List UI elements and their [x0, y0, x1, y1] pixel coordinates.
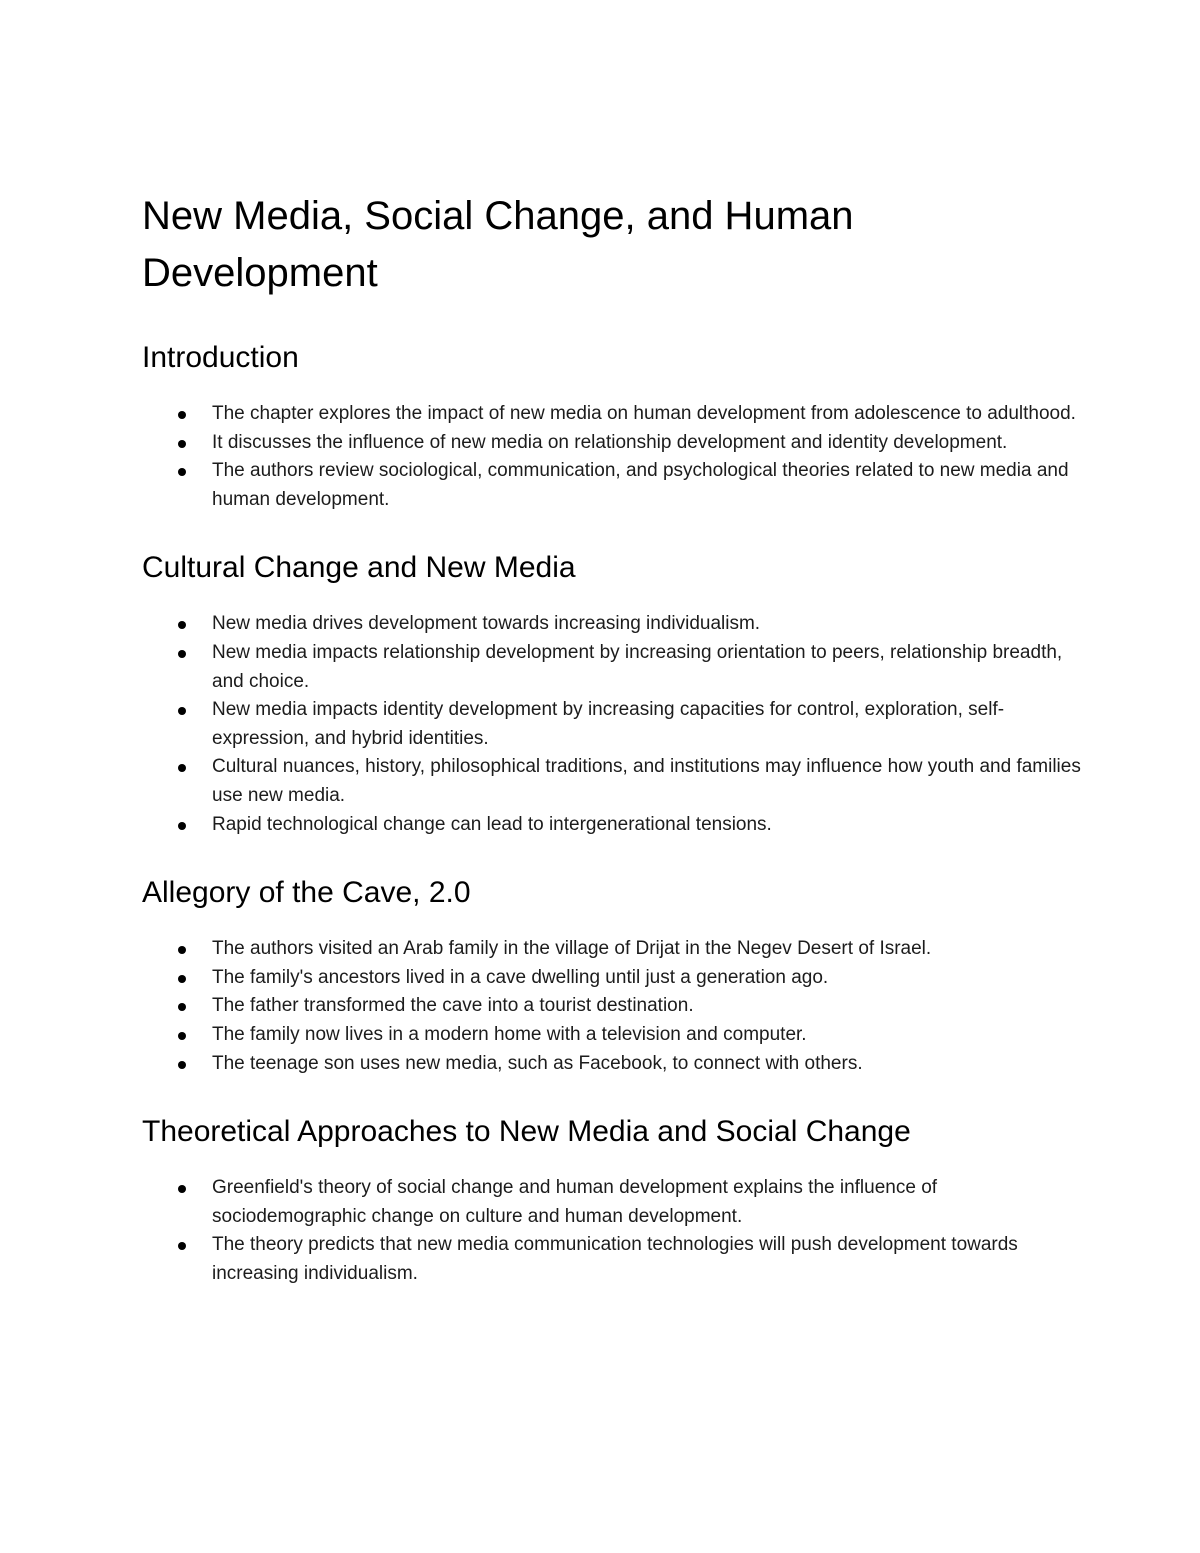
list-item — [142, 753, 1082, 810]
list-item-text: The theory predicts that new media communication technologies will push development towards increasing individualism. — [212, 1234, 1018, 1284]
bullet-icon — [178, 468, 186, 476]
list-item-text: The family now lives in a modern home with a television and computer. — [212, 1023, 807, 1045]
list-item — [142, 1021, 1082, 1050]
section-allegory-of-the-cave — [142, 873, 1082, 1078]
bullet-icon — [178, 1185, 186, 1193]
bullet-icon — [178, 440, 186, 448]
list-item — [142, 964, 1082, 993]
list-item-text: New media impacts relationship development by increasing orientation to peers, relationship breadth, and choice. — [212, 641, 1063, 692]
list-item-text: Greenfield's theory of social change and human development explains the influence of sociodemographic change on culture and human development. — [212, 1177, 938, 1227]
list-item — [142, 457, 1082, 514]
section-heading: Allegory of the Cave, 2.0 — [142, 876, 471, 910]
list-item — [142, 400, 1082, 429]
bullet-icon — [178, 764, 186, 772]
bullet-icon — [178, 650, 186, 658]
list-item-text: New media impacts identity development by increasing capacities for control, exploration, self-expression, and hybrid identities. — [212, 699, 1005, 749]
bullet-icon — [178, 975, 186, 983]
bullet-icon — [178, 1061, 186, 1069]
bullet-list — [142, 1174, 1082, 1288]
bullet-icon — [178, 1003, 186, 1011]
list-item-text: Rapid technological change can lead to intergenerational tensions. — [212, 813, 772, 835]
section-cultural-change — [142, 548, 1082, 839]
bullet-icon — [178, 411, 186, 419]
list-item — [142, 696, 1082, 753]
list-item-text: Cultural nuances, history, philosophical traditions, and institutions may influence how youth and families use new media. — [212, 756, 1081, 806]
list-item-text: The father transformed the cave into a tourist destination. — [212, 995, 694, 1017]
list-item — [142, 1174, 1082, 1231]
list-item-text: The family's ancestors lived in a cave dwelling until just a generation ago. — [212, 966, 829, 988]
list-item — [142, 639, 1082, 696]
section-heading: Cultural Change and New Media — [142, 551, 576, 585]
list-item-text: The chapter explores the impact of new media on human development from adolescence to adulthood. — [212, 403, 1076, 424]
bullet-icon — [178, 1242, 186, 1250]
list-item-text: The authors review sociological, communication, and psychological theories related to new media and human development. — [212, 460, 1069, 510]
section-heading: Theoretical Approaches to New Media and Social Change — [142, 1115, 911, 1149]
list-item — [142, 1231, 1082, 1288]
bullet-icon — [178, 621, 186, 629]
bullet-icon — [178, 822, 186, 830]
section-introduction — [142, 338, 1082, 514]
list-item-text: The teenage son uses new media, such as Facebook, to connect with others. — [212, 1052, 863, 1074]
list-item-text: The authors visited an Arab family in the village of Drijat in the Negev Desert of Israel. — [212, 938, 932, 960]
section-heading: Introduction — [142, 341, 299, 374]
bullet-icon — [178, 1032, 186, 1040]
list-item — [142, 935, 1082, 964]
list-item-text: New media drives development towards increasing individualism. — [212, 613, 761, 635]
bullet-list — [142, 935, 1082, 1078]
list-item — [142, 429, 1082, 458]
bullet-icon — [178, 707, 186, 715]
bullet-list — [142, 400, 1082, 514]
document-title: New Media, Social Change, and Human Development — [142, 194, 854, 295]
list-item — [142, 992, 1082, 1021]
list-item-text: It discusses the influence of new media on relationship development and identity development. — [212, 431, 1008, 453]
document-page — [142, 188, 1082, 1288]
section-theoretical-approaches — [142, 1112, 1082, 1288]
list-item — [142, 1050, 1082, 1079]
list-item — [142, 610, 1082, 639]
bullet-icon — [178, 946, 186, 954]
list-item — [142, 811, 1082, 840]
bullet-list — [142, 610, 1082, 839]
